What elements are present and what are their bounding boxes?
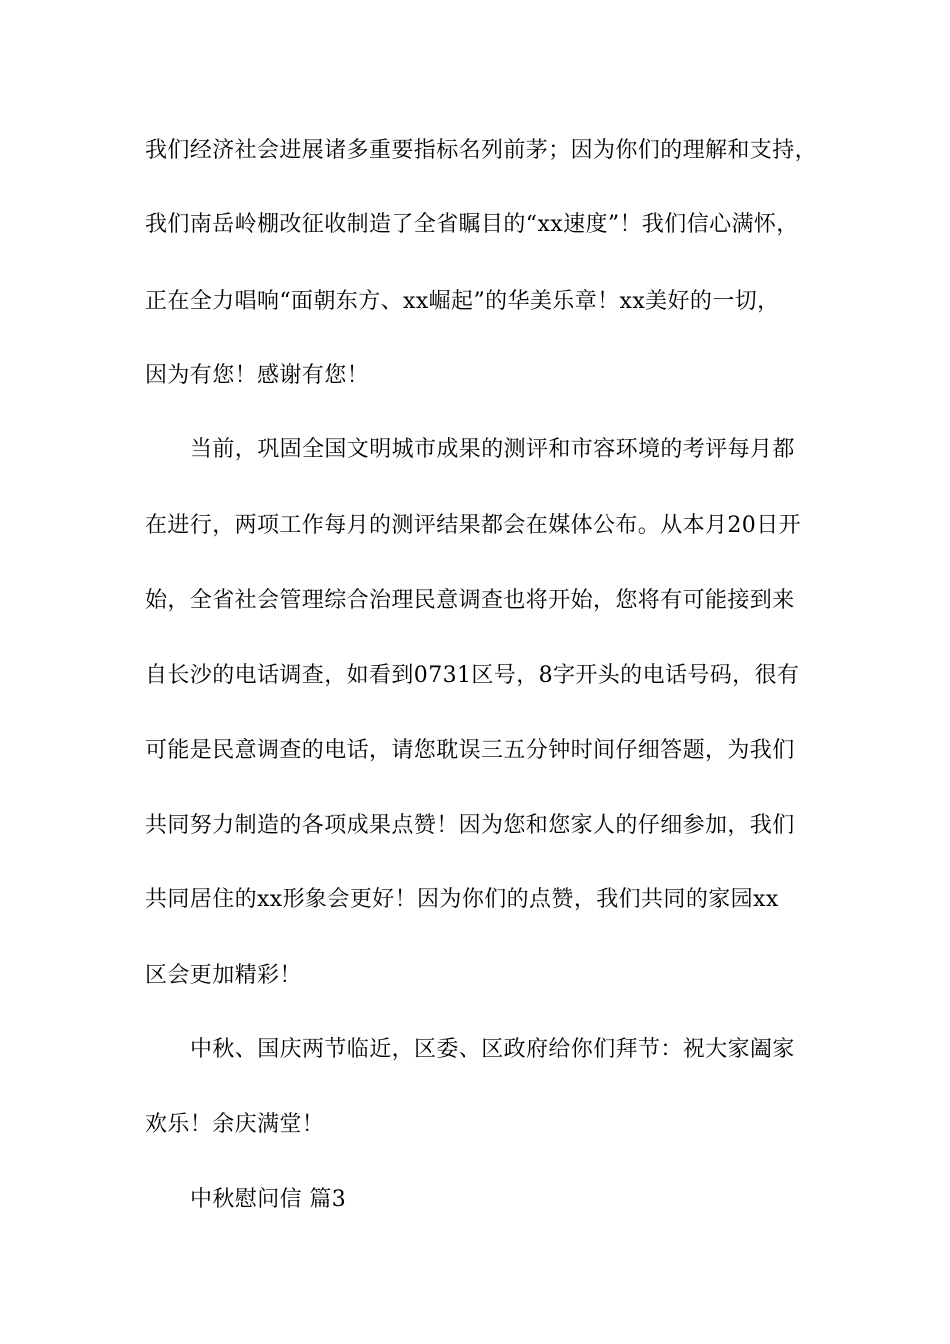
text-line: 在进行，两项工作每月的测评结果都会在媒体公布。从本月20日开 xyxy=(145,513,801,538)
text-line: 自长沙的电话调查，如看到0731区号，8字开头的电话号码，很有 xyxy=(145,663,800,688)
text-line: 我们经济社会进展诸多重要指标名列前茅；因为你们的理解和支持， xyxy=(145,138,818,163)
text-line: 当前，巩固全国文明城市成果的测评和市容环境的考评每月都 xyxy=(190,437,795,462)
text-line: 欢乐！余庆满堂！ xyxy=(145,1112,325,1137)
text-line: 中秋、国庆两节临近，区委、区政府给你们拜节：祝大家阖家 xyxy=(190,1037,795,1062)
text-line: 共同居住的xx形象会更好！因为你们的点赞，我们共同的家园xx xyxy=(145,887,779,912)
text-line: 可能是民意调查的电话，请您耽误三五分钟时间仔细答题，为我们 xyxy=(145,738,795,763)
text-line: 正在全力唱响“面朝东方、xx崛起”的华美乐章！xx美好的一切， xyxy=(145,289,780,314)
section-heading: 中秋慰问信 篇3 xyxy=(190,1187,347,1212)
text-line: 区会更加精彩！ xyxy=(145,963,302,988)
text-line: 我们南岳岭棚改征收制造了全省瞩目的“xx速度”！我们信心满怀， xyxy=(145,212,799,237)
text-line: 始，全省社会管理综合治理民意调查也将开始，您将有可能接到来 xyxy=(145,588,795,613)
text-line: 因为有您！感谢有您！ xyxy=(145,363,370,388)
text-line: 共同努力制造的各项成果点赞！因为您和您家人的仔细参加，我们 xyxy=(145,813,795,838)
